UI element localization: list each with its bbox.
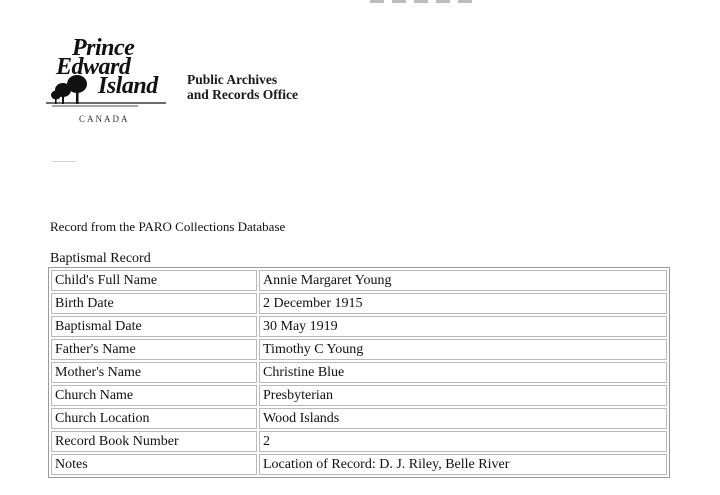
field-label: Church Name	[51, 385, 257, 406]
table-row	[51, 408, 667, 429]
field-value: Timothy C Young	[259, 339, 667, 360]
table-row	[51, 339, 667, 360]
office-name-line1: Public Archives	[187, 72, 278, 87]
record-heading: Baptismal Record	[50, 251, 151, 266]
field-label: Baptismal Date	[51, 316, 257, 337]
table-row	[51, 385, 667, 406]
field-label: Birth Date	[51, 293, 257, 314]
field-label: Church Location	[51, 408, 257, 429]
table-row	[51, 293, 667, 314]
table-row	[51, 270, 667, 291]
cropped-top-text	[370, 0, 480, 3]
field-label: Father's Name	[51, 339, 257, 360]
logo-word-edward: Edward	[56, 54, 131, 80]
field-label: Mother's Name	[51, 362, 257, 383]
pei-logo	[46, 36, 186, 130]
field-value: Christine Blue	[259, 362, 667, 383]
field-value: Wood Islands	[259, 408, 667, 429]
logo-word-island: Island	[98, 73, 158, 99]
baptismal-record-table	[48, 267, 670, 478]
field-value: Location of Record: D. J. Riley, Belle River	[259, 454, 667, 475]
office-name	[187, 72, 298, 102]
field-value: 2	[259, 431, 667, 452]
logo-country: CANADA	[79, 114, 130, 124]
field-label: Record Book Number	[51, 431, 257, 452]
table-row	[51, 362, 667, 383]
field-value: 30 May 1919	[259, 316, 667, 337]
field-label: Child's Full Name	[51, 270, 257, 291]
divider	[52, 161, 76, 162]
logo-word-prince: Prince	[72, 35, 135, 61]
table-row	[51, 316, 667, 337]
table-row	[51, 454, 667, 475]
field-value: Presbyterian	[259, 385, 667, 406]
field-value: Annie Margaret Young	[259, 270, 667, 291]
source-line: Record from the PARO Collections Database	[50, 219, 286, 234]
table-row	[51, 431, 667, 452]
field-label: Notes	[51, 454, 257, 475]
field-value: 2 December 1915	[259, 293, 667, 314]
office-name-line2: and Records Office	[187, 87, 298, 102]
